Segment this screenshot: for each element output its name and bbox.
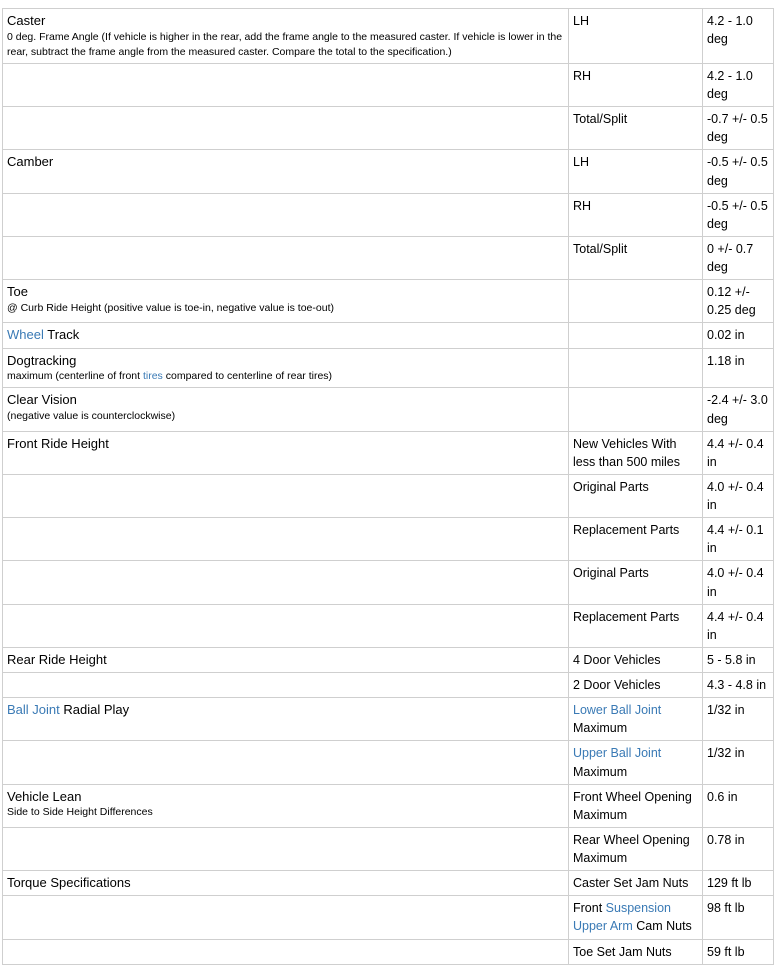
spec-label-note: maximum (centerline of front tires compared to centerline of rear tires) bbox=[7, 370, 333, 383]
spec-value: 4.4 +/- 0.4 in bbox=[703, 431, 774, 474]
spec-value: -0.7 +/- 0.5 deg bbox=[703, 107, 774, 150]
spec-value: 0.12 +/- 0.25 deg bbox=[703, 280, 774, 323]
spec-qualifier: Caster Set Jam Nuts bbox=[569, 871, 703, 896]
table-row bbox=[3, 939, 774, 964]
spec-label-cell bbox=[3, 518, 569, 561]
spec-qualifier bbox=[569, 280, 703, 323]
spec-qualifier bbox=[569, 323, 703, 348]
spec-label-cell bbox=[3, 673, 569, 698]
spec-label-cell bbox=[3, 827, 569, 870]
spec-qualifier: Total/Split bbox=[569, 107, 703, 150]
spec-label-cell bbox=[3, 784, 569, 827]
spec-label-cell bbox=[3, 698, 569, 741]
spec-label-cell bbox=[3, 388, 569, 431]
spec-qualifier: Original Parts bbox=[569, 561, 703, 604]
spec-qualifier: Upper Ball Joint Maximum bbox=[569, 741, 703, 784]
table-row bbox=[3, 236, 774, 279]
spec-qualifier bbox=[569, 388, 703, 431]
spec-value: 0.02 in bbox=[703, 323, 774, 348]
spec-value: 59 ft lb bbox=[703, 939, 774, 964]
spec-qualifier: 2 Door Vehicles bbox=[569, 673, 703, 698]
spec-qualifier: RH bbox=[569, 193, 703, 236]
table-row bbox=[3, 431, 774, 474]
spec-qualifier: Front Suspension Upper Arm Cam Nuts bbox=[569, 896, 703, 939]
table-row bbox=[3, 474, 774, 517]
spec-qualifier: Lower Ball Joint Maximum bbox=[569, 698, 703, 741]
spec-qualifier: Replacement Parts bbox=[569, 604, 703, 647]
table-row bbox=[3, 871, 774, 896]
spec-qualifier: Original Parts bbox=[569, 474, 703, 517]
spec-qualifier: Front Wheel Opening Maximum bbox=[569, 784, 703, 827]
spec-value: 4.2 - 1.0 deg bbox=[703, 63, 774, 106]
spec-label-note: @ Curb Ride Height (positive value is toe-in, negative value is toe-out) bbox=[7, 301, 334, 314]
spec-qualifier: New Vehicles With less than 500 miles bbox=[569, 431, 703, 474]
spec-label-cell bbox=[3, 647, 569, 672]
spec-label-note: Side to Side Height Differences bbox=[7, 806, 153, 819]
spec-label: Dogtracking bbox=[7, 352, 77, 368]
table-row bbox=[3, 150, 774, 193]
spec-qualifier bbox=[569, 348, 703, 388]
spec-label-cell bbox=[3, 63, 569, 106]
spec-value: 0 +/- 0.7 deg bbox=[703, 236, 774, 279]
specifications-table bbox=[2, 8, 774, 965]
tires-link[interactable]: tires bbox=[142, 370, 163, 383]
spec-qualifier: LH bbox=[569, 150, 703, 193]
spec-label-cell bbox=[3, 871, 569, 896]
lower-ball-joint-link[interactable]: Lower Ball Joint bbox=[573, 703, 662, 718]
spec-label: Camber bbox=[7, 154, 54, 170]
spec-label-cell bbox=[3, 323, 569, 348]
spec-value: 4.0 +/- 0.4 in bbox=[703, 474, 774, 517]
spec-label-note: (negative value is counterclockwise) bbox=[7, 409, 176, 422]
spec-label: Toe bbox=[7, 284, 28, 300]
spec-label-cell bbox=[3, 236, 569, 279]
spec-label-cell bbox=[3, 431, 569, 474]
spec-value: 1.18 in bbox=[703, 348, 774, 388]
table-row bbox=[3, 784, 774, 827]
spec-value: -0.5 +/- 0.5 deg bbox=[703, 193, 774, 236]
spec-value: -2.4 +/- 3.0 deg bbox=[703, 388, 774, 431]
spec-qualifier: Toe Set Jam Nuts bbox=[569, 939, 703, 964]
table-row bbox=[3, 561, 774, 604]
table-body bbox=[3, 9, 774, 965]
spec-label-cell bbox=[3, 193, 569, 236]
spec-label: Rear Ride Height bbox=[7, 651, 107, 667]
table-row bbox=[3, 323, 774, 348]
spec-value: 98 ft lb bbox=[703, 896, 774, 939]
spec-value: 1/32 in bbox=[703, 741, 774, 784]
table-row bbox=[3, 827, 774, 870]
table-row bbox=[3, 348, 774, 388]
table-row bbox=[3, 518, 774, 561]
wheel-link[interactable]: Wheel bbox=[7, 327, 44, 343]
spec-label-cell bbox=[3, 604, 569, 647]
spec-label-cell bbox=[3, 896, 569, 939]
ball-joint-link[interactable]: Ball Joint bbox=[7, 702, 60, 718]
spec-label-cell bbox=[3, 474, 569, 517]
spec-label: Torque Specifications bbox=[7, 875, 131, 891]
table-row bbox=[3, 63, 774, 106]
spec-qualifier: 4 Door Vehicles bbox=[569, 647, 703, 672]
spec-qualifier: Replacement Parts bbox=[569, 518, 703, 561]
spec-label-cell bbox=[3, 150, 569, 193]
table-row bbox=[3, 604, 774, 647]
spec-value: 0.78 in bbox=[703, 827, 774, 870]
spec-value: -0.5 +/- 0.5 deg bbox=[703, 150, 774, 193]
spec-label-cell bbox=[3, 107, 569, 150]
spec-qualifier: RH bbox=[569, 63, 703, 106]
spec-value: 4.4 +/- 0.1 in bbox=[703, 518, 774, 561]
spec-label-note: 0 deg. Frame Angle (If vehicle is higher in the rear, add the frame angle to the measured caster. If vehicle is lower in the rear, subtract the frame angle from the measured caster. Compare the total to the specification.) bbox=[7, 30, 563, 58]
table-row bbox=[3, 388, 774, 431]
table-row bbox=[3, 9, 774, 64]
spec-value: 5 - 5.8 in bbox=[703, 647, 774, 672]
upper-ball-joint-link[interactable]: Upper Ball Joint bbox=[573, 746, 662, 761]
spec-value: 4.2 - 1.0 deg bbox=[703, 9, 774, 64]
spec-value: 4.3 - 4.8 in bbox=[703, 673, 774, 698]
spec-label-cell bbox=[3, 939, 569, 964]
spec-qualifier: LH bbox=[569, 9, 703, 64]
spec-qualifier: Total/Split bbox=[569, 236, 703, 279]
spec-label: Vehicle Lean bbox=[7, 788, 82, 804]
spec-value: 1/32 in bbox=[703, 698, 774, 741]
spec-label-cell bbox=[3, 348, 569, 388]
table-row bbox=[3, 193, 774, 236]
spec-label-cell bbox=[3, 561, 569, 604]
spec-value: 4.4 +/- 0.4 in bbox=[703, 604, 774, 647]
spec-label-cell bbox=[3, 280, 569, 323]
table-row bbox=[3, 647, 774, 672]
suspension-upper-arm-link[interactable]: Suspension Upper Arm bbox=[573, 901, 671, 934]
table-row bbox=[3, 698, 774, 741]
spec-label: Front Ride Height bbox=[7, 435, 109, 451]
table-row bbox=[3, 896, 774, 939]
spec-label: Wheel Track bbox=[7, 327, 80, 343]
spec-value: 129 ft lb bbox=[703, 871, 774, 896]
spec-label: Clear Vision bbox=[7, 392, 77, 408]
spec-label: Caster bbox=[7, 13, 46, 28]
spec-qualifier: Rear Wheel Opening Maximum bbox=[569, 827, 703, 870]
spec-value: 4.0 +/- 0.4 in bbox=[703, 561, 774, 604]
spec-label-cell bbox=[3, 9, 569, 64]
spec-label: Ball Joint Radial Play bbox=[7, 702, 130, 718]
table-row bbox=[3, 280, 774, 323]
table-row bbox=[3, 673, 774, 698]
table-row bbox=[3, 107, 774, 150]
spec-value: 0.6 in bbox=[703, 784, 774, 827]
table-row bbox=[3, 741, 774, 784]
spec-label-cell bbox=[3, 741, 569, 784]
